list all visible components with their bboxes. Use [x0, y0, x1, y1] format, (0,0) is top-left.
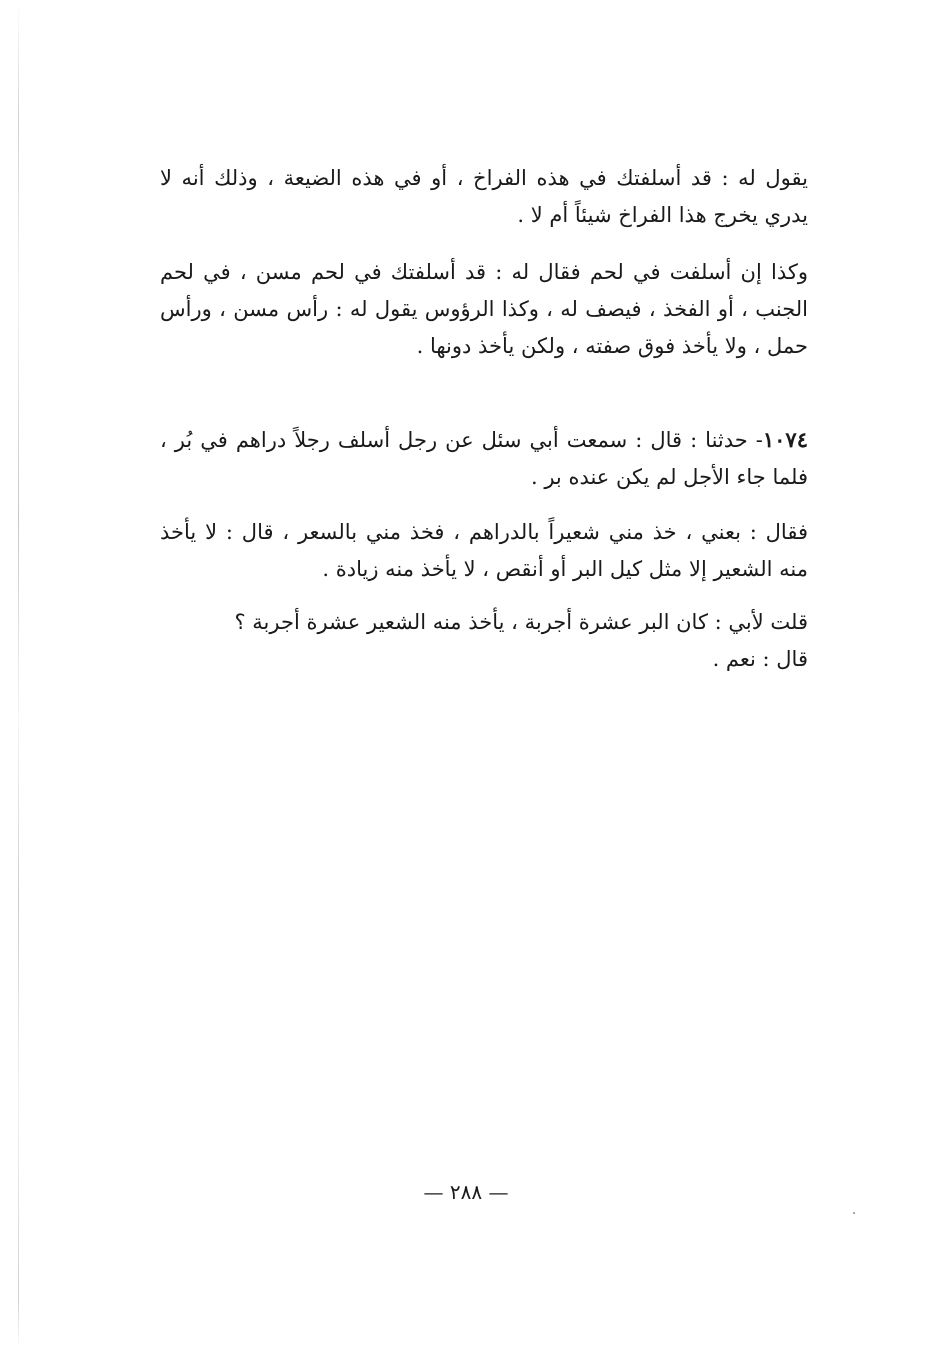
paragraph-2: وكذا إن أسلفت في لحم فقال له : قد أسلفتك في لحم مسن ، في لحم الجنب ، أو الفخذ ، فيصف له ، وكذا الرؤوس يقول له : رأس مسن ، ورأس حمل ، ولا يأخذ فوق صفته ، ولكن يأخذ دونها .: [160, 260, 808, 358]
scan-speck: [853, 1212, 855, 1214]
paragraph-4: قلت لأبي : كان البر عشرة أجربة ، يأخذ منه الشعير عشرة أجربة ؟: [234, 610, 808, 634]
paragraph-5: قال : نعم .: [712, 647, 808, 671]
hadith-text: - حدثنا : قال : سمعت أبي سئل عن رجل أسلف رجلاً دراهم في بُر ، فلما جاء الأجل لم يكن عنده بر .: [160, 428, 808, 489]
paragraph-1: يقول له : قد أسلفتك في هذه الفراخ ، أو في هذه الضيعة ، وذلك أنه لا يدري يخرج هذا الفراخ شيئاً أم لا .: [160, 166, 808, 227]
scan-margin-line: [18, 0, 19, 1350]
paragraph-3: فقال : بعني ، خذ مني شعيراً بالدراهم ، فخذ مني بالسعر ، قال : لا يأخذ منه الشعير إلا مثل كيل البر أو أنقص ، لا يأخذ منه زيادة .: [160, 520, 808, 581]
hadith-paragraph: [160, 421, 808, 496]
page-number: — ٢٨٨ —: [423, 1180, 509, 1204]
hadith-number: ١٠٧٤: [762, 427, 808, 452]
